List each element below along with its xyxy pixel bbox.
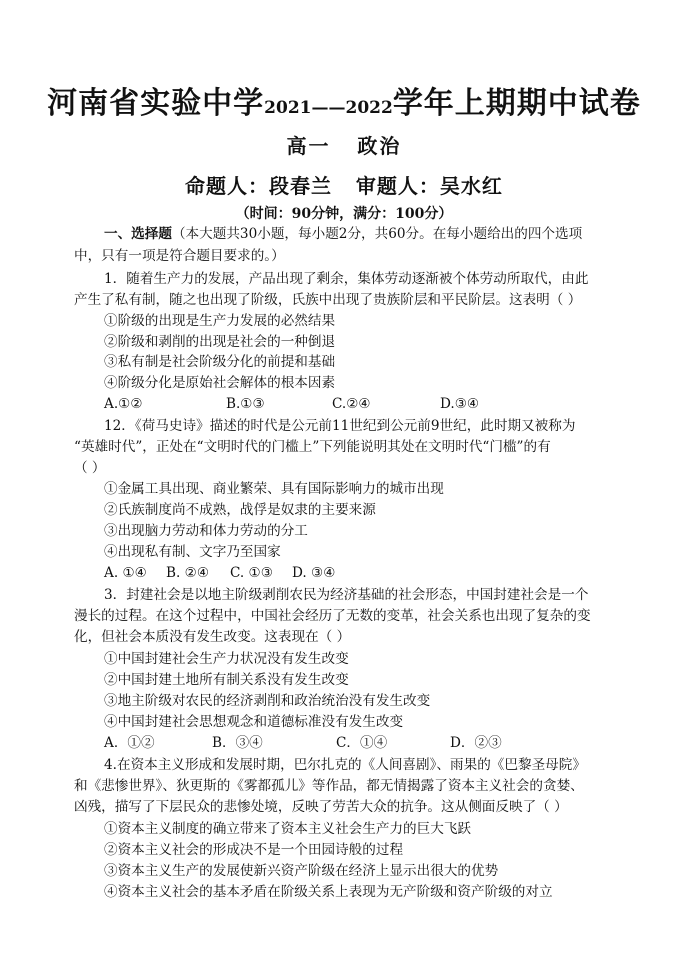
question-1-statement-4: ④阶级分化是原始社会解体的根本因素 xyxy=(104,375,336,391)
section-intro-line-1: 一、选择题（本大题共30小题，每小题2分，共60分。在每小题给出的四个选项 xyxy=(104,226,583,242)
question-2-option-a[interactable]: A. ①④ xyxy=(104,565,147,581)
question-3-statement-1: ①中国封建社会生产力状况没有发生改变 xyxy=(104,651,349,667)
section-heading: 一、选择题 xyxy=(104,226,172,242)
question-4-statement-1: ①资本主义制度的确立带来了资本主义社会生产力的巨大飞跃 xyxy=(104,821,472,837)
question-4-statement-4: ④资本主义社会的基本矛盾在阶级关系上表现为无产阶级和资产阶级的对立 xyxy=(104,884,553,900)
question-2-statement-4: ④出现私有制、文字乃至国家 xyxy=(104,544,281,560)
question-2-stem-line-1: 12．《荷马史诗》描述的时代是公元前11世纪到公元前9世纪，此时期又被称为 xyxy=(104,418,576,434)
question-2-statement-2: ②氏族制度尚不成熟，战俘是奴隶的主要来源 xyxy=(104,502,376,518)
question-2-statement-1: ①金属工具出现、商业繁荣、具有国际影响力的城市出现 xyxy=(104,481,444,497)
question-4-stem-line-3: 凶残，描写了下层民众的悲惨处境，反映了劳苦大众的抗争。这从侧面反映了（ ） xyxy=(74,799,568,815)
title-years: 2021——2022 xyxy=(264,98,393,118)
question-4-stem-line-1: 4.在资本主义形成和发展时期，巴尔扎克的《人间喜剧》、雨果的《巴黎圣母院》 xyxy=(104,757,586,773)
question-2-option-d[interactable]: D. ③④ xyxy=(292,565,336,581)
question-3-option-c[interactable]: C．①④ xyxy=(336,735,388,751)
question-3-statement-2: ②中国封建土地所有制关系没有发生改变 xyxy=(104,672,349,688)
exam-authors: 命题人：段春兰 审题人：吴水红 xyxy=(185,174,503,198)
title-term: 学年上期期中试卷 xyxy=(392,86,641,121)
question-3-option-a[interactable]: A．①② xyxy=(104,735,155,751)
question-2-stem-line-2: “英雄时代”，正处在“文明时代的门槛上”下列能说明其处在文明时代“门槛”的有 xyxy=(74,439,551,455)
question-4-statement-3: ③资本主义生产的发展使新兴资产阶级在经济上显示出很大的优势 xyxy=(104,863,499,879)
question-2-stem-line-3: （ ） xyxy=(74,460,106,476)
question-4-statement-2: ②资本主义社会的形成决不是一个田园诗般的过程 xyxy=(104,842,404,858)
question-1-option-d[interactable]: D.③④ xyxy=(440,396,480,412)
question-3-stem-line-2: 漫长的过程。在这个过程中，中国社会经历了无数的变革，社会关系也出现了复杂的变 xyxy=(74,608,591,624)
exam-time-info: （时间：90分钟，满分：100分） xyxy=(235,206,453,222)
question-1-option-a[interactable]: A.①② xyxy=(104,396,143,412)
question-1-option-c[interactable]: C.②④ xyxy=(332,396,371,412)
question-2-option-b[interactable]: B. ②④ xyxy=(166,565,210,581)
question-3-option-d[interactable]: D．②③ xyxy=(450,735,502,751)
question-2-option-c[interactable]: C. ①③ xyxy=(230,565,273,581)
question-3-stem-line-1: 3．封建社会是以地主阶级剥削农民为经济基础的社会形态，中国封建社会是一个 xyxy=(104,587,589,603)
question-4-stem-line-2: 和《悲惨世界》、狄更斯的《雾都孤儿》等作品，都无情揭露了资本主义社会的贪婪、 xyxy=(74,778,584,794)
exam-title xyxy=(0,78,688,122)
question-3-statement-3: ③地主阶级对农民的经济剥削和政治统治没有发生改变 xyxy=(104,693,431,709)
question-1-statement-2: ②阶级和剥削的出现是社会的一种倒退 xyxy=(104,334,336,350)
question-3-stem-line-3: 化，但社会本质没有发生改变。这表现在（ ） xyxy=(74,629,351,645)
question-3-option-b[interactable]: B．③④ xyxy=(212,735,263,751)
question-1-stem-line-1: 1．随着生产力的发展，产品出现了剩余，集体劳动逐渐被个体劳动所取代，由此 xyxy=(104,271,589,287)
title-school: 河南省实验中学 xyxy=(47,86,265,121)
question-1-option-b[interactable]: B.①③ xyxy=(226,396,265,412)
question-3-statement-4: ④中国封建社会思想观念和道德标准没有发生改变 xyxy=(104,714,404,730)
section-intro-line-2: 中，只有一项是符合题目要求的。） xyxy=(74,248,285,264)
question-1-stem-line-2: 产生了私有制，随之也出现了阶级，氏族中出现了贵族阶层和平民阶层。这表明（ ） xyxy=(74,292,582,308)
question-1-statement-1: ①阶级的出现是生产力发展的必然结果 xyxy=(104,313,336,329)
exam-subtitle: 高一 政治 xyxy=(286,134,402,158)
question-2-statement-3: ③出现脑力劳动和体力劳动的分工 xyxy=(104,523,308,539)
question-1-statement-3: ③私有制是社会阶级分化的前提和基础 xyxy=(104,354,336,370)
